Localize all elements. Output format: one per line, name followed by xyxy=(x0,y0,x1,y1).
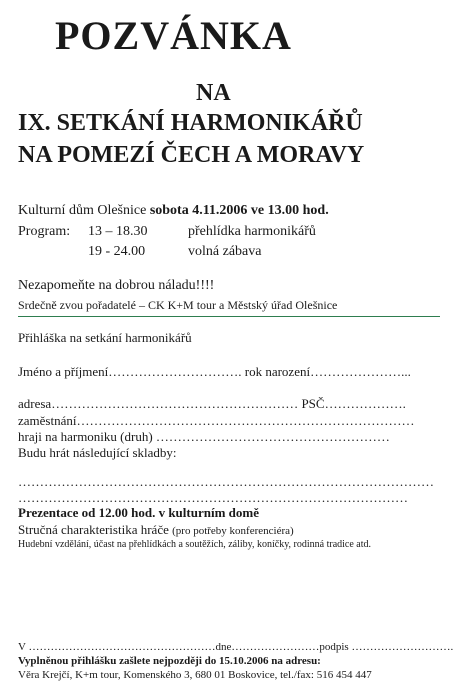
program-time-1: 13 – 18.30 xyxy=(88,224,148,239)
songs-line-1: …………………………………………………………………………………… xyxy=(18,474,434,489)
characteristics-hint: Hudební vzdělání, účast na přehlídkách a soutěžích, záliby, koníčky, rodinná tradice atd. xyxy=(18,539,372,550)
event-location: NA POMEZÍ ČECH A MORAVY xyxy=(18,142,365,168)
divider xyxy=(18,316,440,317)
event-title: IX. SETKÁNÍ HARMONIKÁŘŮ xyxy=(18,110,363,136)
title-na: NA xyxy=(196,80,231,106)
venue-line xyxy=(18,203,329,219)
presentation: Prezentace od 12.00 hod. v kulturním domě xyxy=(18,505,259,520)
name-field: Jméno a příjmení…………………………. rok narození…………………... xyxy=(18,364,411,379)
program-activity-2: volná zábava xyxy=(188,244,262,259)
reminder: Nezapomeňte na dobrou náladu!!!! xyxy=(18,278,215,293)
songs-line-2: ……………………………………………………………………………… xyxy=(18,490,408,505)
characteristics-label: Stručná charakteristika hráče xyxy=(18,522,169,537)
job-field: zaměstnání…………………………………………………………………… xyxy=(18,413,415,428)
songs-label: Budu hrát následující skladby: xyxy=(18,445,177,460)
date-time: sobota 4.11.2006 ve 13.00 hod. xyxy=(149,203,329,218)
page-title: POZVÁNKA xyxy=(55,13,292,58)
program-label: Program: xyxy=(18,224,71,239)
signature-line: V ……………………………………………dne……………………podpis ………………………. xyxy=(18,641,454,653)
characteristics-note: (pro potřeby konferenciéra) xyxy=(172,525,294,537)
invite-by: Srdečně zvou pořadatelé – CK K+M tour a Městský úřad Olešnice xyxy=(18,298,338,312)
program-time-2: 19 - 24.00 xyxy=(88,244,146,259)
send-address: Věra Krejčí, K+m tour, Komenského 3, 680 01 Boskovice, tel./fax: 516 454 447 xyxy=(18,669,372,681)
venue: Kulturní dům Olešnice xyxy=(18,203,147,218)
program-activity-1: přehlídka harmonikářů xyxy=(188,224,316,239)
send-instruction: Vyplněnou přihlášku zašlete nejpozději do 15.10.2006 na adresu: xyxy=(18,655,321,667)
characteristics xyxy=(18,522,294,538)
form-title: Přihláška na setkání harmonikářů xyxy=(18,330,192,345)
address-field: adresa………………………………………………… PSČ………………. xyxy=(18,396,406,411)
instrument-field: hraji na harmoniku (druh) ……………………………………………… xyxy=(18,429,390,444)
